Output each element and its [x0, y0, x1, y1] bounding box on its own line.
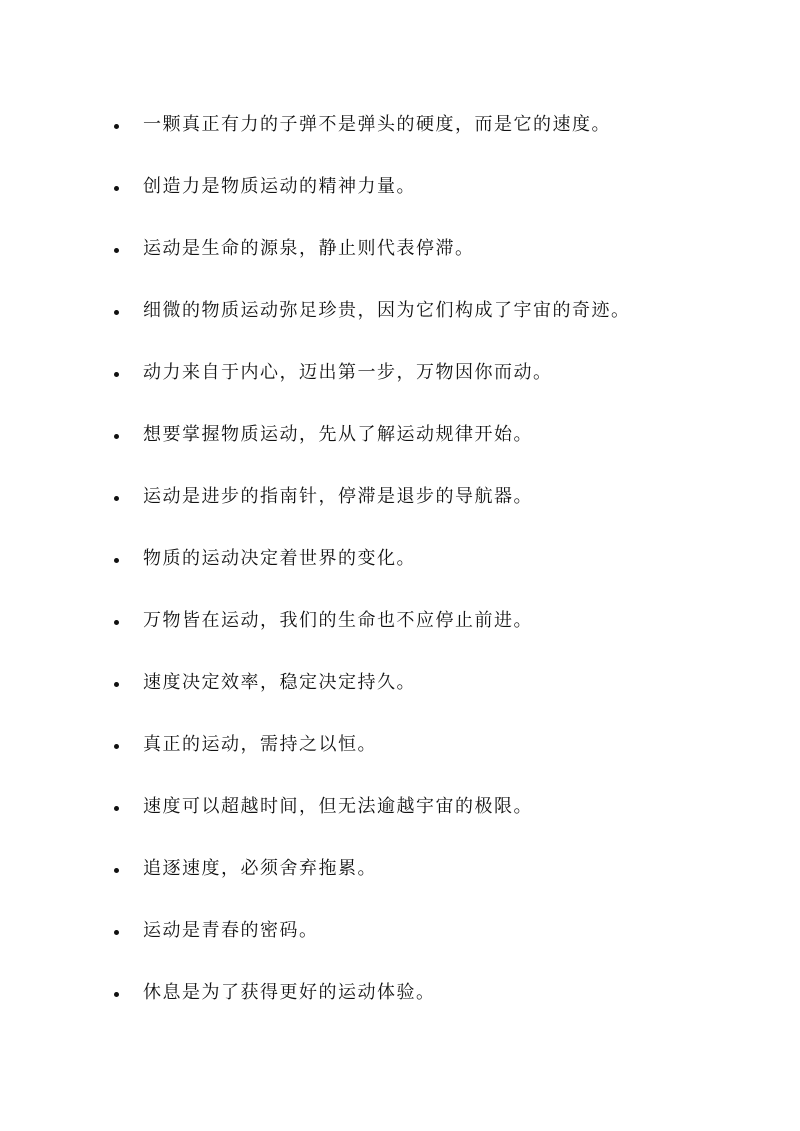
list-item [114, 340, 734, 402]
bullet-icon [114, 372, 119, 377]
quote-text: 物质的运动决定着世界的变化。 [143, 548, 416, 569]
quote-text: 动力来自于内心，迈出第一步，万物因你而动。 [143, 362, 553, 383]
bullet-icon [114, 558, 119, 563]
bullet-icon [114, 868, 119, 873]
quote-text: 运动是生命的源泉，静止则代表停滞。 [143, 238, 475, 259]
bullet-icon [114, 310, 119, 315]
list-item [114, 464, 734, 526]
bullet-icon [114, 186, 119, 191]
bullet-icon [114, 434, 119, 439]
bullet-icon [114, 806, 119, 811]
list-item [114, 526, 734, 588]
list-item [114, 92, 734, 154]
quote-text: 细微的物质运动弥足珍贵，因为它们构成了宇宙的奇迹。 [143, 300, 631, 321]
list-item [114, 774, 734, 836]
quote-text: 万物皆在运动，我们的生命也不应停止前进。 [143, 610, 533, 631]
quote-text: 休息是为了获得更好的运动体验。 [143, 982, 436, 1003]
quote-text: 运动是进步的指南针，停滞是退步的导航器。 [143, 486, 533, 507]
bullet-icon [114, 930, 119, 935]
list-item [114, 402, 734, 464]
list-item [114, 650, 734, 712]
list-item [114, 216, 734, 278]
list-item [114, 836, 734, 898]
quote-text: 运动是青春的密码。 [143, 920, 319, 941]
bullet-icon [114, 620, 119, 625]
list-item [114, 898, 734, 960]
bullet-icon [114, 248, 119, 253]
quote-text: 想要掌握物质运动，先从了解运动规律开始。 [143, 424, 533, 445]
bullet-icon [114, 682, 119, 687]
quote-text: 速度决定效率，稳定决定持久。 [143, 672, 416, 693]
quote-text: 一颗真正有力的子弹不是弹头的硬度，而是它的速度。 [143, 114, 611, 135]
bullet-icon [114, 496, 119, 501]
bullet-icon [114, 992, 119, 997]
quote-text: 追逐速度，必须舍弃拖累。 [143, 858, 377, 879]
list-item [114, 960, 734, 1022]
list-item [114, 278, 734, 340]
quote-text: 创造力是物质运动的精神力量。 [143, 176, 416, 197]
list-item [114, 154, 734, 216]
quote-text: 速度可以超越时间，但无法逾越宇宙的极限。 [143, 796, 533, 817]
quote-list [114, 92, 734, 1022]
quote-text: 真正的运动，需持之以恒。 [143, 734, 377, 755]
bullet-icon [114, 744, 119, 749]
bullet-icon [114, 124, 119, 129]
list-item [114, 588, 734, 650]
list-item [114, 712, 734, 774]
